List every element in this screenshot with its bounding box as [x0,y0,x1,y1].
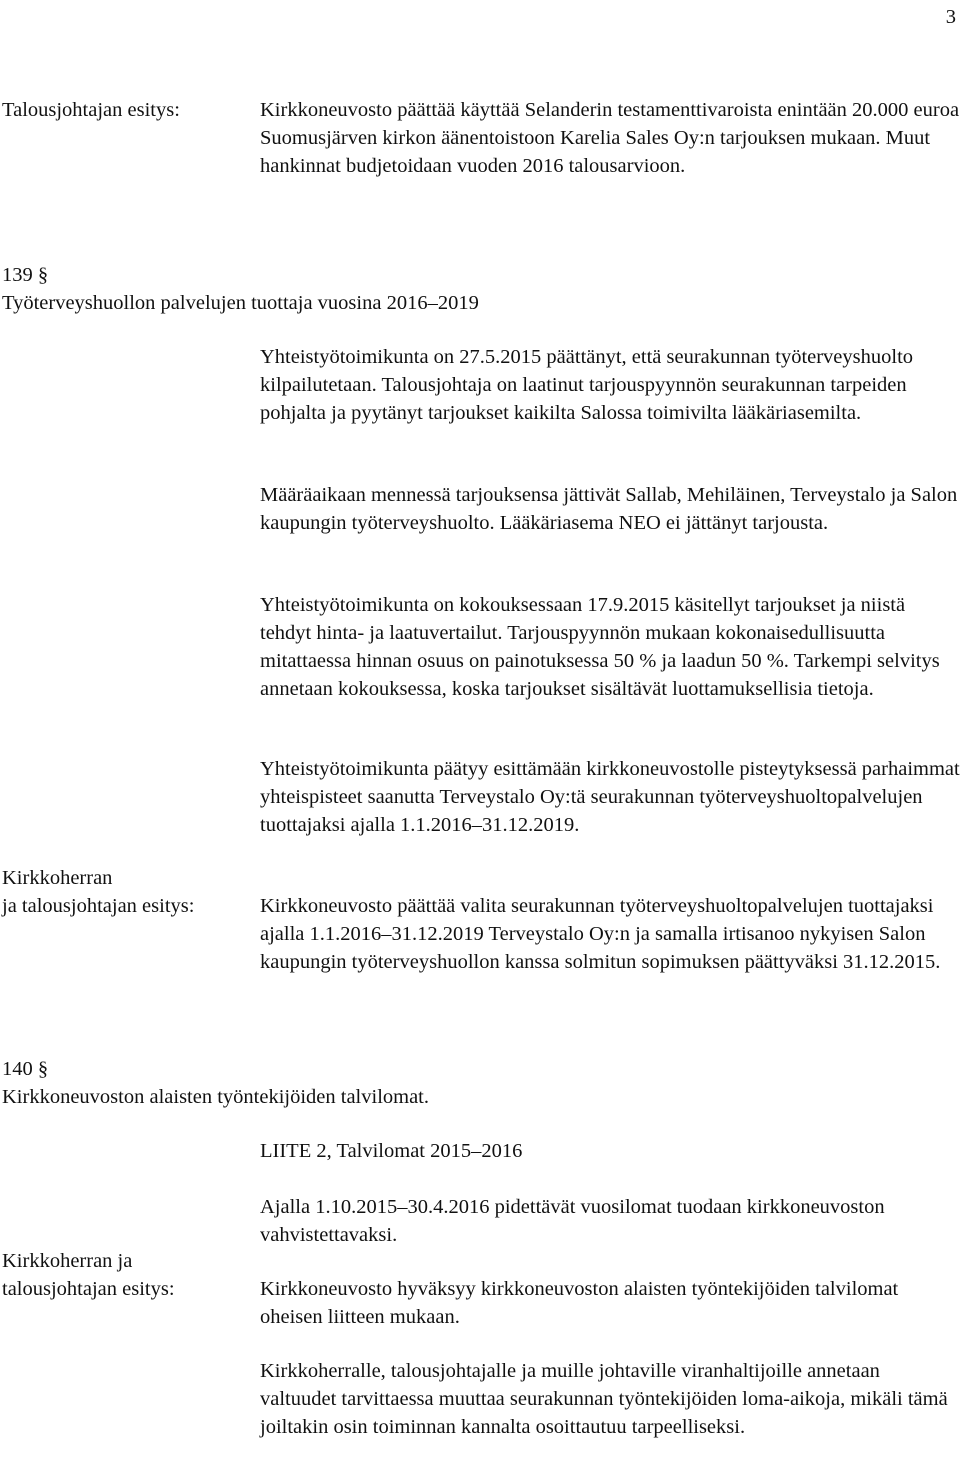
section-139-proposal-label [2,864,194,920]
page-number: 3 [945,6,956,28]
section-140-proposal-label [2,1247,175,1303]
section-140-number: 140 § [2,1058,49,1080]
section-140-paragraph-2: Kirkkoherralle, talousjohtajalle ja muille johtaville viranhaltijoille annetaan valtuudet tarvittaessa muuttaa seurakunnan työntekijöiden loma-aikoja, mikäli tämä joiltakin osin toiminnan kannalta osoittautuu tarpeelliseksi. [260,1360,948,1438]
section-139-paragraph-3: Yhteistyötoimikunta on kokouksessaan 17.9.2015 käsitellyt tarjoukset ja niistä tehdyt hinta- ja laatuvertailut. Tarjouspyynnön mukaan kokonaisedullisuutta mitattaessa hinnan osuus on painotuksessa 50 % ja laadun 50 %. Tarkempi selvitys annetaan kokouksessa, koska tarjoukset sisältävät luottamuksellisia tietoja. [260,594,940,700]
section-140-proposal-label-line2: talousjohtajan esitys: [2,1278,175,1300]
proposal-text-sound-system: Kirkkoneuvosto päättää käyttää Selanderin testamenttivaroista enintään 20.000 euroa Suomusjärven kirkon äänentoistoon Karelia Sales Oy:n tarjouksen mukaan. Muut hankinnat budjetoidaan vuoden 2016 talousarvioon. [260,99,960,177]
section-139-title: Työterveyshuollon palvelujen tuottaja vuosina 2016–2019 [2,292,479,314]
section-139-proposal: Kirkkoneuvosto päättää valita seurakunnan työterveyshuoltopalvelujen tuottajaksi ajalla 1.1.2016–31.12.2019 Terveystalo Oy:n ja samalla irtisanoo nykyisen Salon kaupungin työterveyshuollon kanssa solmitun sopimuksen päättyväksi 31.12.2015. [260,895,941,973]
section-139-paragraph-2: Määräaikaan mennessä tarjouksensa jättivät Sallab, Mehiläinen, Terveystalo ja Salon kaupungin työterveyshuolto. Lääkäriasema NEO ei jättänyt tarjousta. [260,484,958,534]
section-140-attachment: LIITE 2, Talvilomat 2015–2016 [260,1140,523,1162]
section-139-paragraph-4: Yhteistyötoimikunta päätyy esittämään kirkkoneuvostolle pisteytyksessä parhaimmat yhteispisteet saanutta Terveystalo Oy:tä seurakunnan työterveyshuoltopalvelujen tuottajaksi ajalla 1.1.2016–31.12.2019. [260,758,960,836]
proposal-label-cfo: Talousjohtajan esitys: [2,99,180,121]
section-140-paragraph-1: Ajalla 1.10.2015–30.4.2016 pidettävät vuosilomat tuodaan kirkkoneuvoston vahvistettavaksi. [260,1196,885,1246]
section-140-proposal-label-line1: Kirkkoherran ja [2,1250,133,1272]
section-139-paragraph-1: Yhteistyötoimikunta on 27.5.2015 päättänyt, että seurakunnan työterveyshuolto kilpailutetaan. Talousjohtaja on laatinut tarjouspyynnön seurakunnan tarpeiden pohjalta ja pyytänyt tarjoukset kaikilta Salossa toimivilta lääkäriasemilta. [260,346,914,424]
section-140-title: Kirkkoneuvoston alaisten työntekijöiden talvilomat. [2,1086,430,1108]
section-139-number: 139 § [2,264,49,286]
section-139-proposal-label-line1: Kirkkoherran [2,867,113,889]
section-140-proposal: Kirkkoneuvosto hyväksyy kirkkoneuvoston alaisten työntekijöiden talvilomat oheisen liitteen mukaan. [260,1278,899,1328]
section-139-proposal-label-line2: ja talousjohtajan esitys: [2,895,195,917]
